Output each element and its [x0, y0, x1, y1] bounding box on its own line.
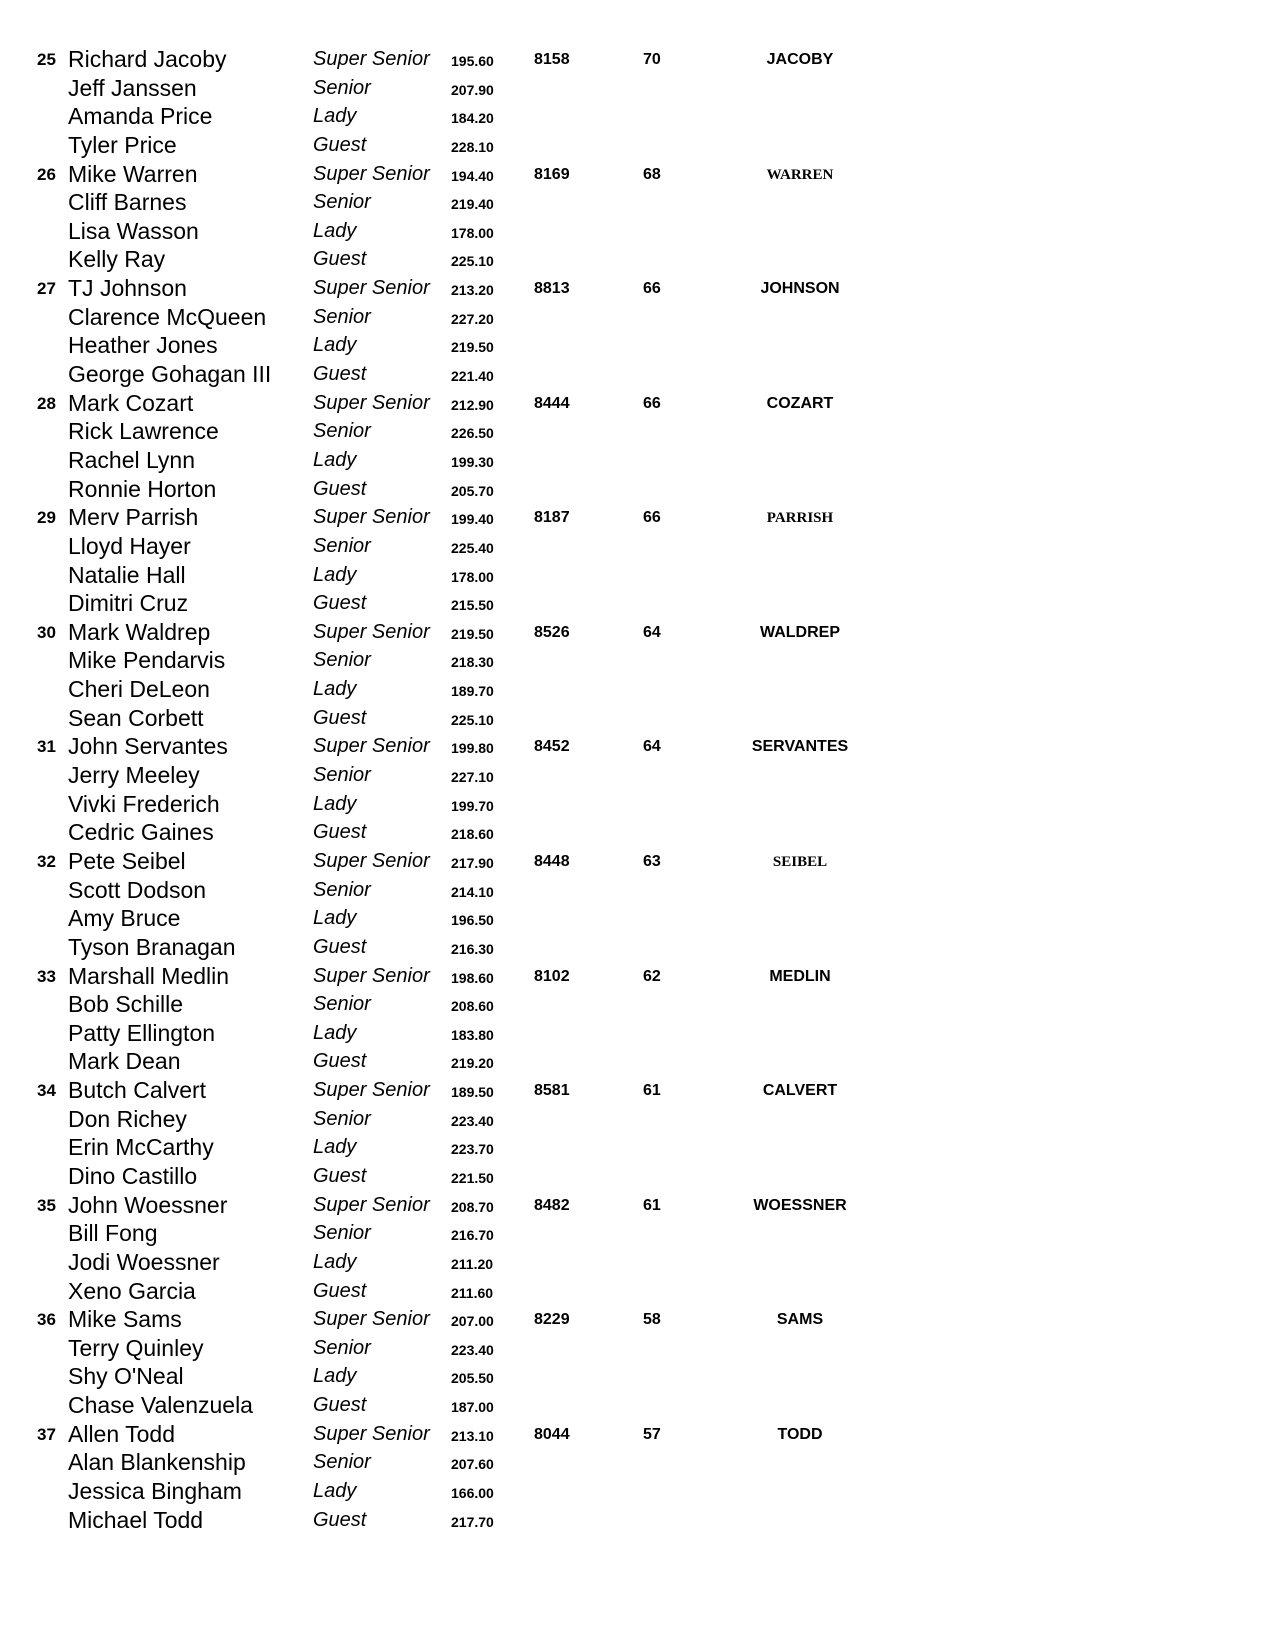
- team-rank: 28: [37, 393, 56, 413]
- team-total: 8581: [534, 1082, 570, 1100]
- player-row: [0, 647, 1275, 676]
- player-row: [0, 1363, 1275, 1392]
- player-row: [0, 905, 1275, 934]
- player-average: 187.00: [451, 1399, 494, 1416]
- player-category: Lady: [313, 1480, 357, 1503]
- player-name: Michael Todd: [68, 1506, 204, 1533]
- player-name: Tyler Price: [68, 131, 177, 158]
- player-row: [0, 848, 1275, 877]
- team-block: [0, 390, 1275, 505]
- player-category: Guest: [313, 363, 367, 386]
- player-row: [0, 46, 1275, 75]
- team-points: 57: [643, 1425, 661, 1443]
- team-block: [0, 963, 1275, 1078]
- player-average: 178.00: [451, 568, 494, 585]
- player-category: Super Senior: [313, 735, 430, 758]
- player-row: [0, 705, 1275, 734]
- player-row: [0, 1048, 1275, 1077]
- player-average: 221.40: [451, 368, 494, 385]
- player-average: 219.20: [451, 1055, 494, 1072]
- player-category: Guest: [313, 1164, 367, 1187]
- team-total: 8813: [534, 280, 570, 298]
- player-category: Guest: [313, 1508, 367, 1531]
- player-average: 205.50: [451, 1370, 494, 1387]
- team-name-label: WOESSNER: [753, 1196, 847, 1214]
- player-row: [0, 1249, 1275, 1278]
- team-points: 62: [643, 967, 661, 985]
- player-name: Bob Schille: [68, 991, 184, 1018]
- player-row: [0, 762, 1275, 791]
- team-total: 8444: [534, 394, 570, 412]
- player-average: 183.80: [451, 1026, 494, 1043]
- team-rank: 31: [37, 737, 56, 757]
- team-block: [0, 733, 1275, 848]
- team-points: 63: [643, 852, 661, 870]
- player-name: Jerry Meeley: [68, 762, 200, 789]
- player-category: Lady: [313, 334, 357, 357]
- team-block: [0, 1192, 1275, 1307]
- player-name: John Woessner: [68, 1191, 228, 1218]
- player-name: Lisa Wasson: [68, 217, 199, 244]
- team-block: [0, 1077, 1275, 1192]
- player-average: 208.70: [451, 1198, 494, 1215]
- player-name: Richard Jacoby: [68, 46, 227, 72]
- player-average: 207.60: [451, 1456, 494, 1473]
- player-row: [0, 1220, 1275, 1249]
- team-name-label: JACOBY: [766, 51, 834, 68]
- team-points: 68: [643, 165, 661, 183]
- team-points: 64: [643, 738, 661, 756]
- player-name: Mike Warren: [68, 160, 198, 187]
- team-rank: 25: [37, 50, 56, 69]
- player-name: George Gohagan III: [68, 361, 272, 388]
- player-row: [0, 533, 1275, 562]
- player-average: 223.40: [451, 1112, 494, 1129]
- player-row: [0, 676, 1275, 705]
- player-category: Super Senior: [313, 391, 430, 414]
- player-average: 213.10: [451, 1427, 494, 1444]
- player-row: [0, 75, 1275, 104]
- player-name: Ronnie Horton: [68, 475, 217, 502]
- player-category: Super Senior: [313, 1193, 430, 1216]
- player-category: Senior: [313, 1451, 371, 1474]
- player-category: Senior: [313, 1107, 371, 1130]
- player-row: [0, 1449, 1275, 1478]
- team-rank: 36: [37, 1310, 56, 1330]
- player-name: Erin McCarthy: [68, 1134, 214, 1161]
- team-points: 64: [643, 623, 661, 641]
- team-points: 66: [643, 394, 661, 412]
- player-average: 225.10: [451, 711, 494, 728]
- player-category: Super Senior: [313, 1079, 430, 1102]
- player-average: 228.10: [451, 138, 494, 155]
- player-average: 199.70: [451, 797, 494, 814]
- player-average: 217.90: [451, 854, 494, 871]
- player-name: Allen Todd: [68, 1420, 175, 1447]
- player-category: Super Senior: [313, 1308, 430, 1331]
- player-row: [0, 1163, 1275, 1192]
- player-name: Merv Parrish: [68, 504, 199, 531]
- player-average: 219.50: [451, 625, 494, 642]
- player-row: [0, 390, 1275, 419]
- player-category: Lady: [313, 1250, 357, 1273]
- player-average: 198.60: [451, 969, 494, 986]
- player-average: 226.50: [451, 425, 494, 442]
- player-name: Heather Jones: [68, 332, 218, 359]
- player-row: [0, 304, 1275, 333]
- player-row: [0, 1335, 1275, 1364]
- player-row: [0, 1278, 1275, 1307]
- player-row: [0, 1306, 1275, 1335]
- team-points: 61: [643, 1082, 661, 1100]
- player-name: Mark Cozart: [68, 389, 194, 416]
- player-name: Dimitri Cruz: [68, 590, 189, 617]
- player-average: 184.20: [451, 110, 494, 127]
- player-row: [0, 246, 1275, 275]
- player-row: [0, 877, 1275, 906]
- player-row: [0, 132, 1275, 161]
- player-name: Patty Ellington: [68, 1019, 216, 1046]
- player-category: Lady: [313, 1136, 357, 1159]
- player-average: 211.60: [451, 1284, 494, 1301]
- team-rank: 26: [37, 164, 56, 184]
- team-rank: 33: [37, 966, 56, 986]
- team-total: 8482: [534, 1196, 570, 1214]
- team-rank: 32: [37, 851, 56, 871]
- player-category: Super Senior: [313, 964, 430, 987]
- player-name: Terry Quinley: [68, 1334, 204, 1361]
- player-name: Butch Calvert: [68, 1077, 207, 1104]
- team-name-label: WARREN: [766, 166, 834, 183]
- team-total: 8526: [534, 623, 570, 641]
- player-average: 207.00: [451, 1313, 494, 1330]
- player-category: Senior: [313, 649, 371, 672]
- player-category: Lady: [313, 563, 357, 586]
- player-row: [0, 476, 1275, 505]
- player-name: Cedric Gaines: [68, 819, 214, 846]
- player-name: Clarence McQueen: [68, 303, 267, 330]
- player-row: [0, 733, 1275, 762]
- player-row: [0, 819, 1275, 848]
- team-block: [0, 275, 1275, 390]
- player-category: Guest: [313, 821, 367, 844]
- player-name: Amanda Price: [68, 103, 213, 130]
- player-row: [0, 590, 1275, 619]
- team-name-label: SEIBEL: [772, 853, 828, 870]
- player-average: 219.40: [451, 196, 494, 213]
- player-row: [0, 1106, 1275, 1135]
- player-name: Natalie Hall: [68, 561, 186, 588]
- player-category: Guest: [313, 1394, 367, 1417]
- player-name: Kelly Ray: [68, 246, 166, 273]
- player-name: Mike Sams: [68, 1306, 182, 1333]
- player-category: Super Senior: [313, 1422, 430, 1445]
- player-row: [0, 963, 1275, 992]
- player-average: 215.50: [451, 597, 494, 614]
- team-total: 8158: [534, 51, 570, 68]
- player-average: 195.60: [451, 53, 494, 69]
- team-total: 8102: [534, 967, 570, 985]
- player-category: Senior: [313, 534, 371, 557]
- player-average: 178.00: [451, 224, 494, 241]
- player-category: Guest: [313, 1279, 367, 1302]
- player-name: Vivki Frederich: [68, 790, 220, 817]
- player-category: Lady: [313, 792, 357, 815]
- player-name: Jodi Woessner: [68, 1248, 220, 1275]
- player-row: [0, 934, 1275, 963]
- player-name: Don Richey: [68, 1105, 187, 1132]
- player-name: Pete Seibel: [68, 847, 186, 874]
- player-average: 223.70: [451, 1141, 494, 1158]
- player-average: 223.40: [451, 1341, 494, 1358]
- player-name: Rick Lawrence: [68, 418, 219, 445]
- player-category: Guest: [313, 133, 367, 156]
- team-name-label: MEDLIN: [769, 967, 831, 985]
- player-name: Sean Corbett: [68, 704, 204, 731]
- player-category: Guest: [313, 248, 367, 271]
- player-category: Lady: [313, 1021, 357, 1044]
- player-average: 225.10: [451, 253, 494, 270]
- player-name: Dino Castillo: [68, 1162, 198, 1189]
- team-block: [0, 1306, 1275, 1421]
- player-name: Cliff Barnes: [68, 189, 187, 216]
- player-average: 214.10: [451, 883, 494, 900]
- player-name: Mark Waldrep: [68, 618, 211, 645]
- player-row: [0, 1077, 1275, 1106]
- team-name-label: CALVERT: [762, 1082, 838, 1100]
- player-average: 213.20: [451, 282, 494, 299]
- team-points: 70: [643, 51, 661, 68]
- player-row: [0, 1421, 1275, 1450]
- player-name: Rachel Lynn: [68, 446, 196, 473]
- player-category: Guest: [313, 1050, 367, 1073]
- player-category: Super Senior: [313, 506, 430, 529]
- player-row: [0, 1020, 1275, 1049]
- player-average: 216.70: [451, 1227, 494, 1244]
- player-name: Xeno Garcia: [68, 1277, 196, 1304]
- player-category: Super Senior: [313, 849, 430, 872]
- player-row: [0, 332, 1275, 361]
- player-category: Lady: [313, 678, 357, 701]
- player-name: Mark Dean: [68, 1048, 181, 1075]
- player-row: [0, 991, 1275, 1020]
- player-average: 194.40: [451, 167, 494, 184]
- team-rank: 29: [37, 508, 56, 528]
- player-average: 225.40: [451, 539, 494, 556]
- player-category: Senior: [313, 76, 371, 99]
- player-average: 211.20: [451, 1255, 494, 1272]
- team-block: [0, 1421, 1275, 1536]
- player-name: Marshall Medlin: [68, 962, 230, 989]
- player-row: [0, 103, 1275, 132]
- team-rank: 34: [37, 1081, 56, 1101]
- team-name-label: COZART: [766, 394, 834, 412]
- player-category: Lady: [313, 1365, 357, 1388]
- player-average: 219.50: [451, 339, 494, 356]
- player-row: [0, 447, 1275, 476]
- player-row: [0, 161, 1275, 190]
- player-row: [0, 791, 1275, 820]
- player-category: Lady: [313, 448, 357, 471]
- player-name: Jessica Bingham: [68, 1478, 242, 1505]
- player-name: Chase Valenzuela: [68, 1392, 253, 1419]
- team-name-label: JOHNSON: [760, 280, 840, 298]
- team-rank: 37: [37, 1424, 56, 1444]
- player-row: [0, 1134, 1275, 1163]
- player-name: Amy Bruce: [68, 905, 181, 932]
- team-points: 58: [643, 1311, 661, 1329]
- player-average: 208.60: [451, 998, 494, 1015]
- player-row: [0, 1478, 1275, 1507]
- team-rank: 30: [37, 622, 56, 642]
- player-average: 199.40: [451, 511, 494, 528]
- team-total: 8187: [534, 509, 570, 527]
- player-category: Super Senior: [313, 48, 430, 70]
- team-total: 8044: [534, 1425, 570, 1443]
- team-name-label: WALDREP: [760, 623, 840, 641]
- player-average: 189.70: [451, 683, 494, 700]
- player-name: Shy O'Neal: [68, 1363, 184, 1390]
- team-total: 8452: [534, 738, 570, 756]
- player-category: Lady: [313, 105, 357, 128]
- team-points: 61: [643, 1196, 661, 1214]
- player-row: [0, 418, 1275, 447]
- team-name-label: PARRISH: [766, 510, 834, 527]
- player-category: Senior: [313, 305, 371, 328]
- team-points: 66: [643, 509, 661, 527]
- team-total: 8169: [534, 165, 570, 183]
- team-total: 8448: [534, 852, 570, 870]
- player-row: [0, 189, 1275, 218]
- player-name: Scott Dodson: [68, 876, 207, 903]
- player-average: 218.60: [451, 826, 494, 843]
- player-row: [0, 562, 1275, 591]
- player-average: 217.70: [451, 1513, 494, 1530]
- player-average: 218.30: [451, 654, 494, 671]
- player-average: 199.80: [451, 740, 494, 757]
- team-block: [0, 161, 1275, 276]
- player-name: Bill Fong: [68, 1220, 158, 1247]
- player-category: Senior: [313, 191, 371, 214]
- player-row: [0, 619, 1275, 648]
- player-category: Senior: [313, 1336, 371, 1359]
- player-average: 212.90: [451, 396, 494, 413]
- team-block: [0, 619, 1275, 734]
- team-total: 8229: [534, 1311, 570, 1329]
- player-row: [0, 504, 1275, 533]
- team-block: [0, 848, 1275, 963]
- player-name: John Servantes: [68, 733, 228, 760]
- player-name: TJ Johnson: [68, 275, 187, 302]
- player-row: [0, 361, 1275, 390]
- player-category: Super Senior: [313, 162, 430, 185]
- player-average: 207.90: [451, 81, 494, 98]
- player-category: Super Senior: [313, 277, 430, 300]
- player-name: Alan Blankenship: [68, 1449, 246, 1476]
- player-category: Guest: [313, 477, 367, 500]
- team-name-label: SERVANTES: [751, 738, 849, 756]
- player-average: 205.70: [451, 482, 494, 499]
- player-category: Lady: [313, 907, 357, 930]
- standings-list: [0, 46, 1275, 1535]
- player-name: Jeff Janssen: [68, 74, 197, 101]
- player-name: Mike Pendarvis: [68, 647, 226, 674]
- player-row: [0, 275, 1275, 304]
- player-average: 166.00: [451, 1485, 494, 1502]
- player-category: Senior: [313, 420, 371, 443]
- player-average: 199.30: [451, 453, 494, 470]
- team-points: 66: [643, 280, 661, 298]
- player-name: Tyson Branagan: [68, 933, 236, 960]
- player-category: Lady: [313, 219, 357, 242]
- player-average: 227.20: [451, 310, 494, 327]
- team-block: [0, 504, 1275, 619]
- team-rank: 35: [37, 1195, 56, 1215]
- player-name: Lloyd Hayer: [68, 532, 191, 559]
- player-row: [0, 218, 1275, 247]
- team-name-label: SAMS: [776, 1311, 824, 1329]
- player-category: Senior: [313, 1222, 371, 1245]
- team-block: [0, 46, 1275, 161]
- team-name-label: TODD: [777, 1425, 823, 1443]
- player-category: Guest: [313, 592, 367, 615]
- player-average: 221.50: [451, 1169, 494, 1186]
- player-category: Super Senior: [313, 620, 430, 643]
- player-category: Senior: [313, 878, 371, 901]
- player-average: 189.50: [451, 1084, 494, 1101]
- player-average: 227.10: [451, 769, 494, 786]
- player-row: [0, 1192, 1275, 1221]
- player-category: Guest: [313, 706, 367, 729]
- player-category: Senior: [313, 764, 371, 787]
- player-average: 196.50: [451, 912, 494, 929]
- player-category: Guest: [313, 935, 367, 958]
- player-name: Cheri DeLeon: [68, 676, 210, 703]
- player-row: [0, 1507, 1275, 1536]
- player-row: [0, 1392, 1275, 1421]
- team-rank: 27: [37, 279, 56, 299]
- player-average: 216.30: [451, 940, 494, 957]
- player-category: Senior: [313, 993, 371, 1016]
